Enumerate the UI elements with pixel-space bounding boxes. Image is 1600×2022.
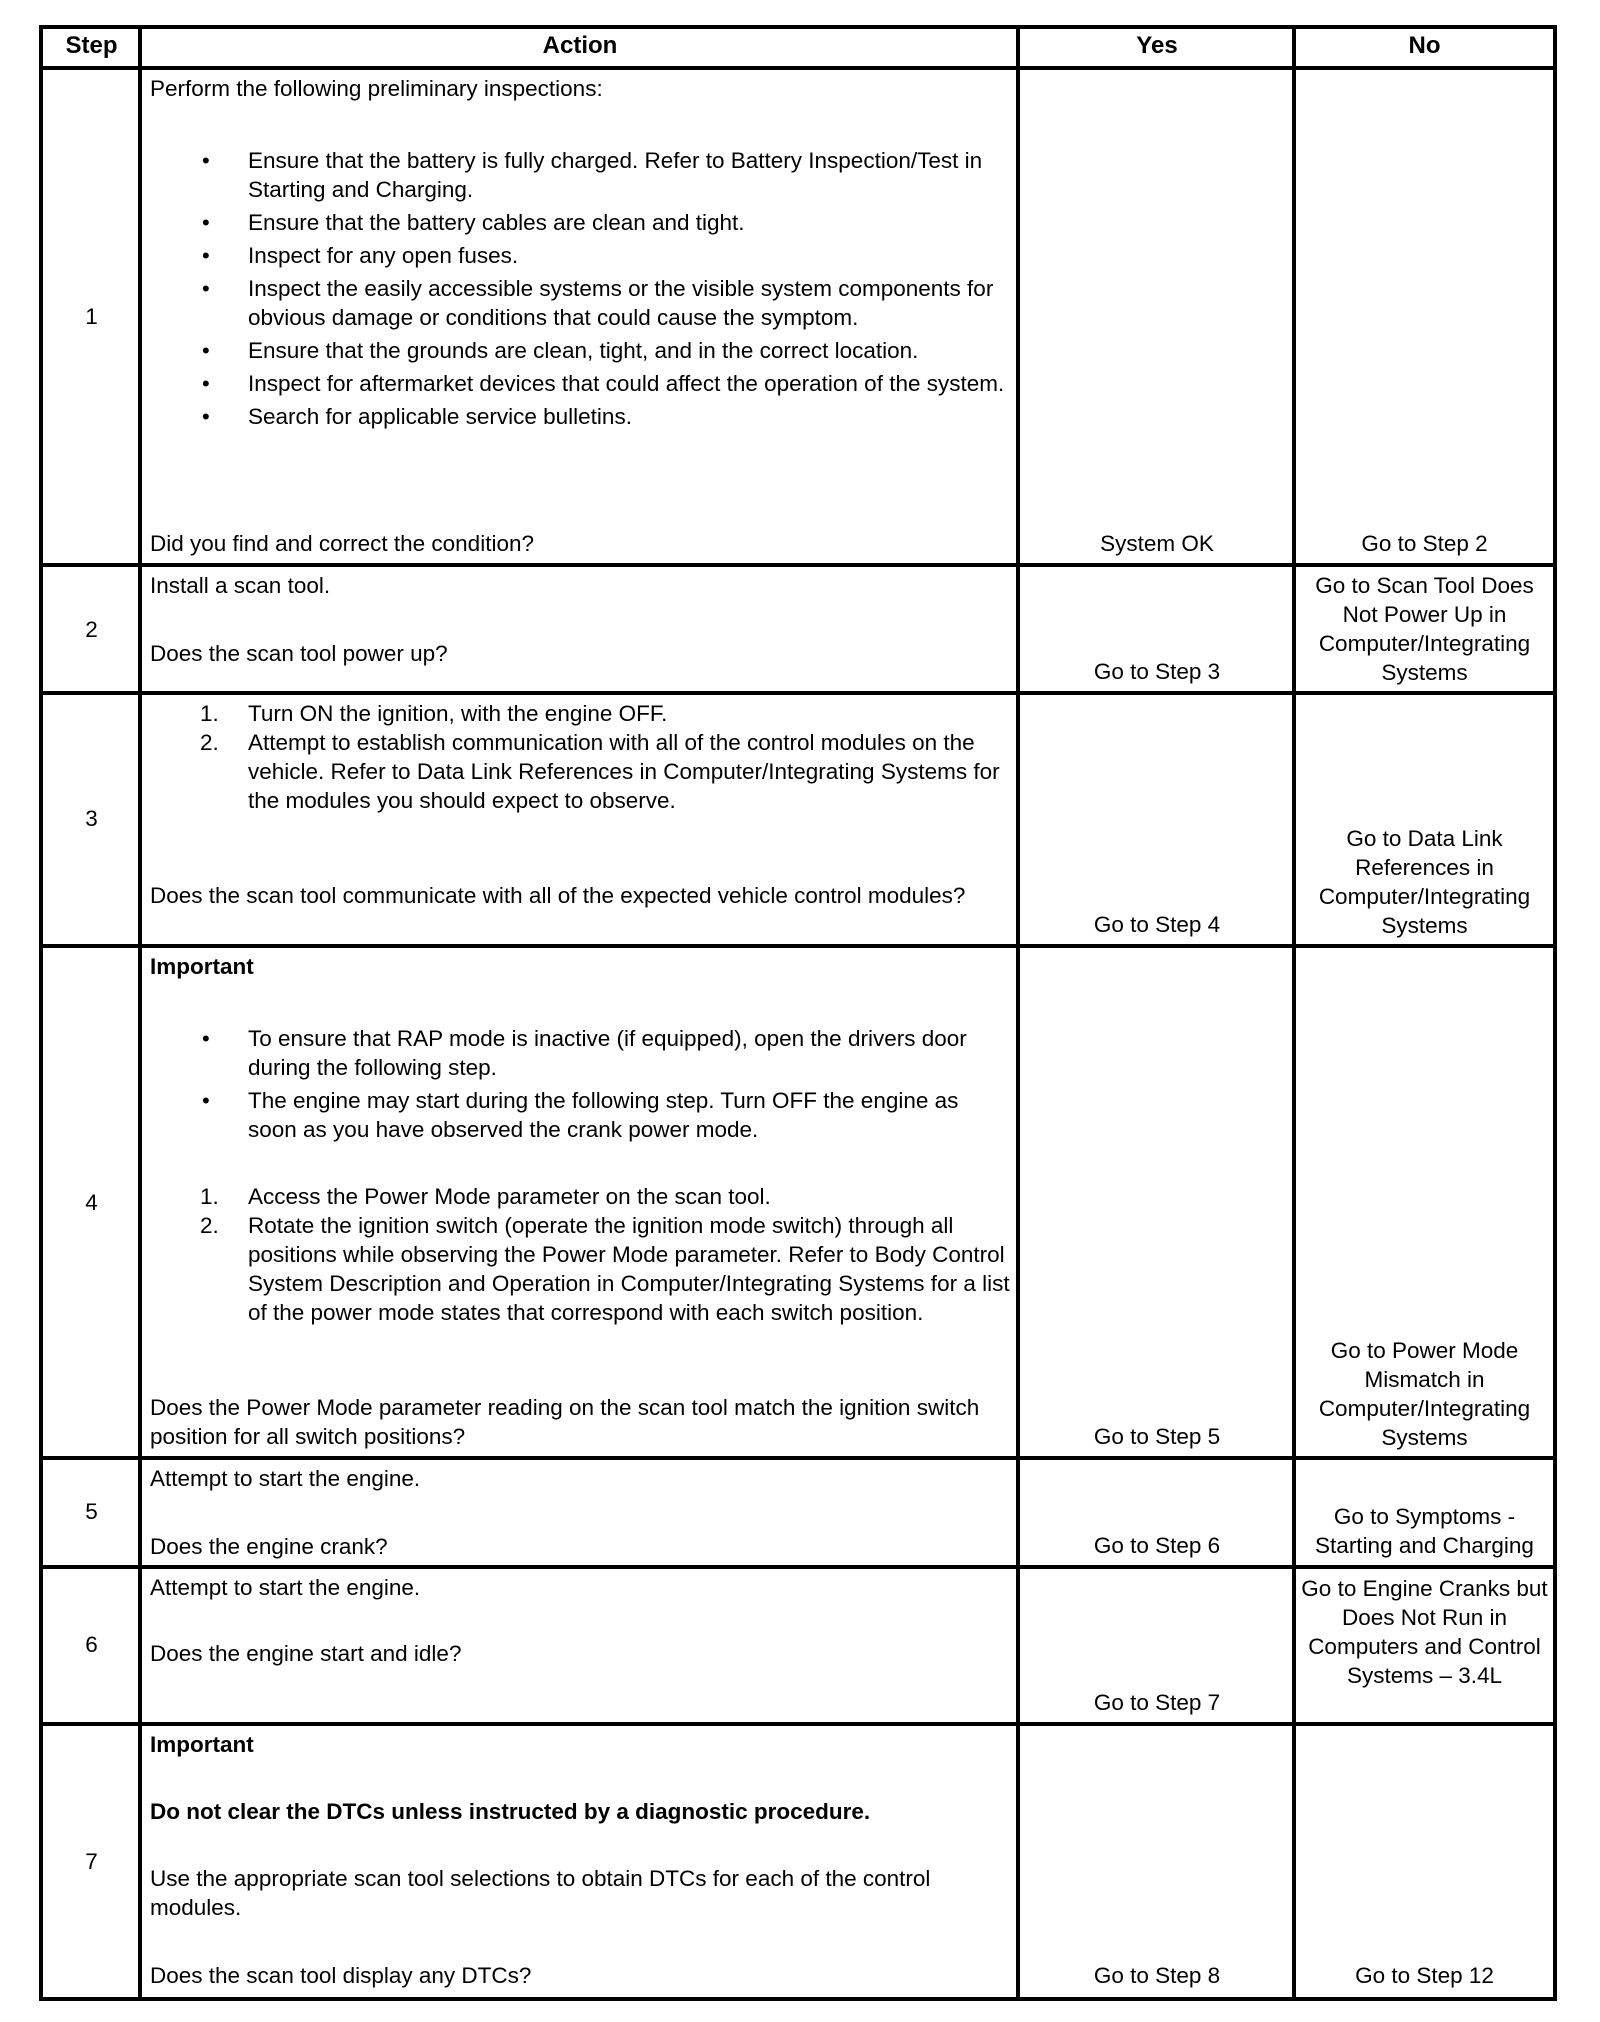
step-4-yes: Go to Step 5 [1093, 1424, 1221, 1449]
step-5-intro: Attempt to start the engine. [150, 1466, 421, 1491]
step-1-bullet: • Ensure that the battery is fully charged. Refer to Battery Inspection/Test in Starting and Charging. [150, 146, 1012, 204]
step-1-bullet-list [150, 146, 1012, 431]
action-cell-4 [142, 948, 1018, 1458]
step-3-numbered-item: 2. Attempt to establish communication with all of the control modules on the vehicle. Refer to Data Link References in Computer/Integrating Systems for the modules you should expect to observe. [200, 730, 1000, 813]
header-no: No [1408, 32, 1441, 59]
step-number-6: 6 [85, 1632, 98, 1657]
step-1-question: Did you find and correct the condition? [150, 531, 534, 556]
step-7-question: Does the scan tool display any DTCs? [150, 1963, 532, 1988]
step-4-important-label: Important [150, 954, 254, 979]
header-step: Step [65, 32, 118, 59]
header-action: Action [542, 32, 618, 59]
step-number-7: 7 [85, 1849, 98, 1874]
step-4-question: Does the Power Mode parameter reading on the scan tool match the ignition switch position for all switch positions? [150, 1395, 980, 1449]
step-number-3: 3 [85, 806, 98, 831]
step-3-numbered-item: 1. Turn ON the ignition, with the engine OFF. [200, 701, 668, 726]
step-2-intro: Install a scan tool. [150, 573, 331, 598]
step-7-instruction: Use the appropriate scan tool selections to obtain DTCs for each of the control modules. [150, 1866, 931, 1920]
step-2-yes: Go to Step 3 [1093, 659, 1221, 684]
step-7-yes: Go to Step 8 [1093, 1963, 1221, 1988]
step-3-numbered-list [150, 699, 1012, 815]
step-2-question: Does the scan tool power up? [150, 641, 448, 666]
step-4-numbered-item: 2. Rotate the ignition switch (operate the ignition mode switch) through all positions while observing the Power Mode parameter. Refer to Body Control System Description and Operation in Computer/Integrating Systems for a list of the power mode states that correspond with each switch position. [200, 1213, 1010, 1325]
step-1-bullet: • Ensure that the battery cables are clean and tight. [150, 208, 1012, 237]
step-6-intro: Attempt to start the engine. [150, 1575, 421, 1600]
step-1-yes: System OK [1100, 531, 1214, 556]
step-7-no: Go to Step 12 [1355, 1963, 1494, 1988]
action-cell-6 [142, 1569, 1018, 1724]
step-6-question: Does the engine start and idle? [150, 1641, 462, 1666]
step-1-bullet: • Inspect for aftermarket devices that could affect the operation of the system. [150, 369, 1012, 398]
step-number-2: 2 [85, 617, 98, 642]
step-7-important-label: Important [150, 1732, 254, 1757]
step-4-numbered-list [150, 1182, 1012, 1327]
step-number-5: 5 [85, 1499, 98, 1524]
step-4-bullet: • The engine may start during the following step. Turn OFF the engine as soon as you have observed the crank power mode. [150, 1086, 1012, 1144]
header-yes: Yes [1136, 32, 1178, 59]
step-1-intro: Perform the following preliminary inspections: [150, 76, 603, 101]
action-cell-5 [142, 1460, 1018, 1567]
step-1-bullet: • Ensure that the grounds are clean, tight, and in the correct location. [150, 336, 1012, 365]
step-3-yes: Go to Step 4 [1093, 912, 1221, 937]
step-5-question: Does the engine crank? [150, 1534, 388, 1559]
step-1-bullet: • Inspect for any open fuses. [150, 241, 1012, 270]
step-7-warning: Do not clear the DTCs unless instructed by a diagnostic procedure. [150, 1799, 871, 1824]
step-5-yes: Go to Step 6 [1093, 1533, 1221, 1558]
step-number-1: 1 [85, 304, 98, 329]
step-4-bullet-list [150, 1024, 1012, 1144]
step-number-4: 4 [85, 1190, 98, 1215]
step-3-no: Go to Data Link References in Computer/Integrating Systems [1318, 826, 1531, 938]
step-4-bullet: • To ensure that RAP mode is inactive (if equipped), open the drivers door during the following step. [150, 1024, 1012, 1082]
action-cell-1 [142, 70, 1018, 565]
step-1-bullet: • Inspect the easily accessible systems or the visible system components for obvious damage or conditions that could cause the symptom. [150, 274, 1012, 332]
step-1-no: Go to Step 2 [1361, 531, 1488, 556]
step-2-no: Go to Scan Tool Does Not Power Up in Computer/Integrating Systems [1315, 573, 1534, 685]
action-cell-3 [142, 695, 1018, 946]
action-cell-2 [142, 567, 1018, 693]
step-4-numbered-item: 1. Access the Power Mode parameter on the scan tool. [200, 1184, 771, 1209]
action-cell-7 [142, 1726, 1018, 1997]
step-6-no: Go to Engine Cranks but Does Not Run in Computers and Control Systems – 3.4L [1301, 1576, 1548, 1688]
step-6-yes: Go to Step 7 [1093, 1690, 1221, 1715]
step-5-no: Go to Symptoms - Starting and Charging [1315, 1504, 1534, 1558]
step-4-no: Go to Power Mode Mismatch in Computer/Integrating Systems [1318, 1338, 1531, 1450]
step-3-question: Does the scan tool communicate with all of the expected vehicle control modules? [150, 883, 966, 908]
step-1-bullet: • Search for applicable service bulletins. [150, 402, 1012, 431]
